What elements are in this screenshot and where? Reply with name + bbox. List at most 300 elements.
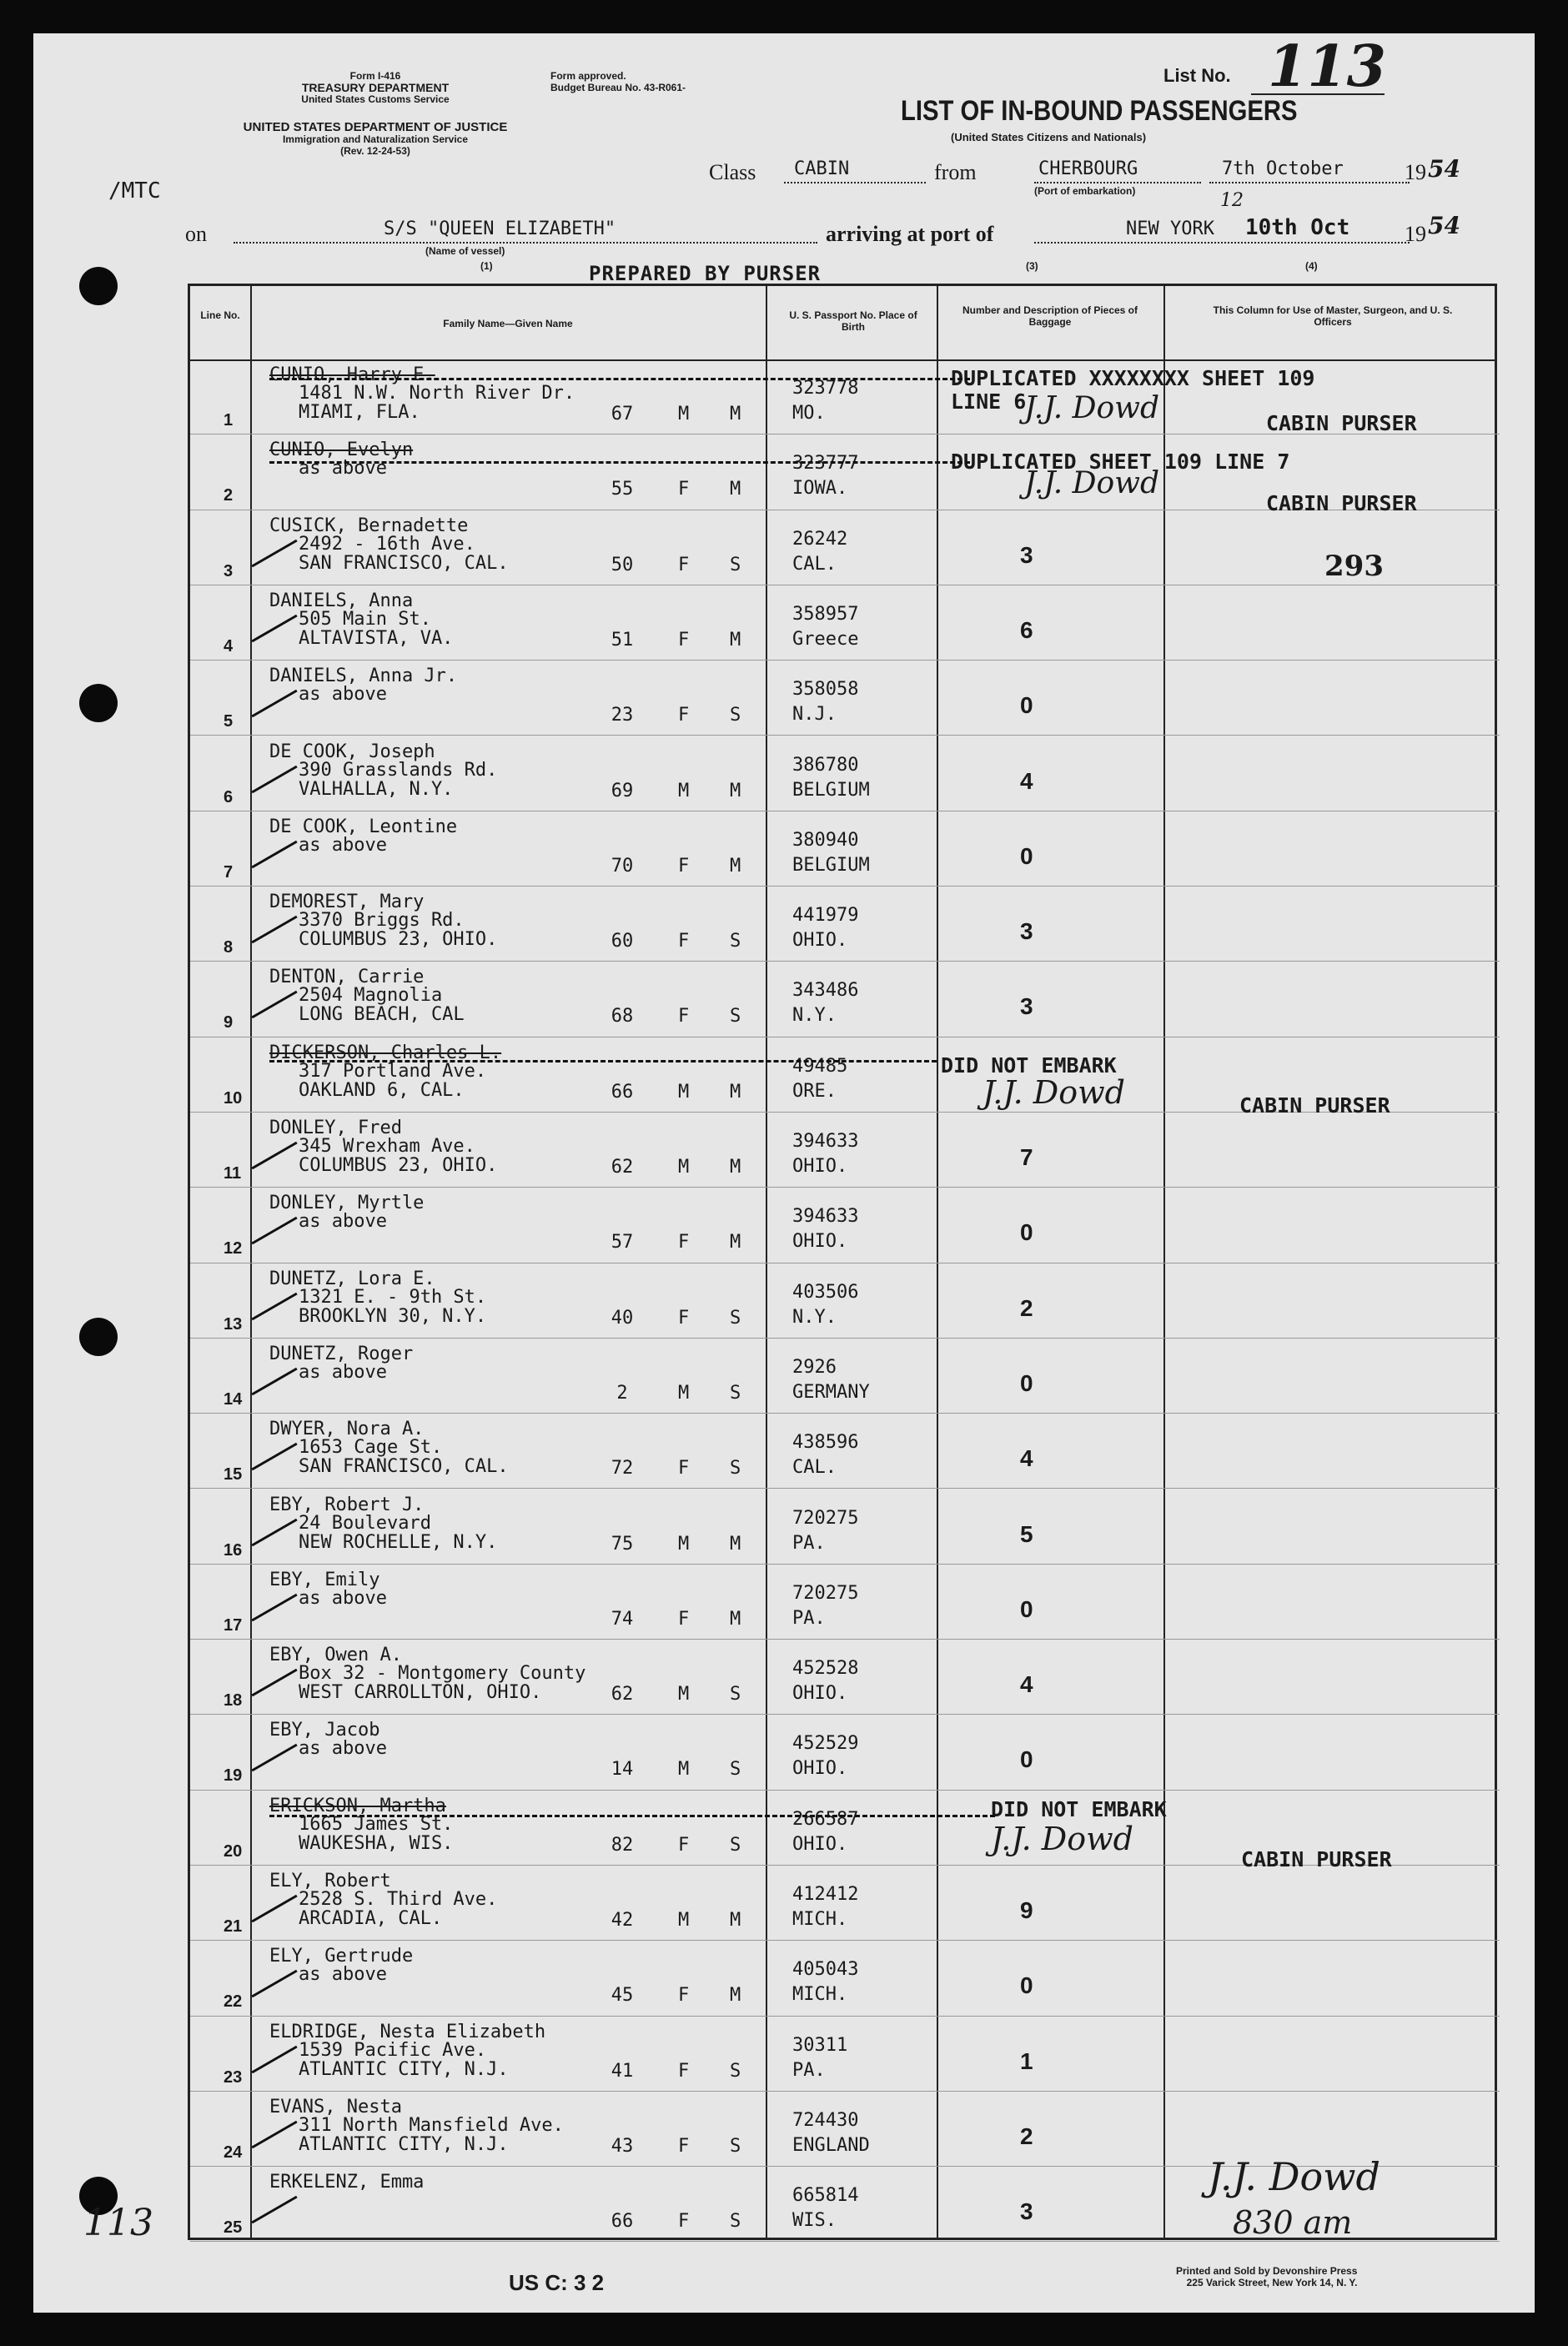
passenger-city: LONG BEACH, CAL — [299, 1004, 465, 1026]
did-not-embark-2-purser: CABIN PURSER — [1241, 1847, 1392, 1871]
passenger-sex: M — [678, 404, 690, 424]
passenger-sex: F — [678, 1458, 690, 1479]
passenger-age: 62 — [611, 1684, 634, 1705]
passenger-sex: F — [678, 1006, 690, 1027]
table-row — [190, 1113, 1500, 1188]
passenger-marital: M — [730, 780, 741, 801]
passenger-age: 62 — [611, 1157, 634, 1178]
from-label: from — [934, 160, 977, 184]
passenger-sex: F — [678, 479, 690, 500]
passenger-sex: F — [678, 2135, 690, 2157]
passenger-age: 43 — [611, 2135, 634, 2157]
line-number: 22 — [224, 1992, 243, 2012]
check-mark — [251, 615, 297, 643]
passenger-city: SAN FRANCISCO, CAL. — [299, 552, 509, 574]
check-mark — [251, 539, 297, 567]
table-row — [190, 962, 1500, 1037]
passport-number: 323777 — [792, 453, 859, 475]
check-mark — [251, 1970, 297, 1998]
did-not-embark-1: DID NOT EMBARK — [941, 1053, 1117, 1078]
passenger-sex: F — [678, 705, 690, 726]
check-mark — [251, 1443, 297, 1471]
passenger-city: COLUMBUS 23, OHIO. — [299, 929, 498, 951]
baggage-count: 0 — [1020, 1219, 1033, 1246]
printer-name: Printed and Sold by Devonshire Press — [1176, 2265, 1358, 2277]
inspection-time: 830 am — [1233, 2204, 1353, 2241]
birthplace: BELGIUM — [792, 854, 870, 876]
passenger-name: CUNIO, Harry E. — [269, 364, 435, 385]
justice-line: UNITED STATES DEPARTMENT OF JUSTICE — [243, 120, 508, 134]
passenger-age: 70 — [611, 855, 634, 877]
passenger-marital: S — [730, 1307, 741, 1329]
baggage-count: 1 — [1020, 2047, 1033, 2074]
line-number: 18 — [224, 1691, 243, 1711]
passenger-address: 2492 - 16th Ave. — [299, 533, 475, 555]
check-mark — [251, 1744, 297, 1772]
passport-number: 2926 — [792, 1356, 837, 1378]
passenger-city: NEW ROCHELLE, N.Y. — [299, 1531, 498, 1553]
duplicated-note-1-line: LINE 6 — [951, 389, 1027, 414]
passenger-address: as above — [299, 1964, 387, 1986]
check-mark — [251, 1142, 297, 1170]
form-number: Form I-416 — [349, 70, 401, 82]
embark-year: 54 — [1428, 155, 1460, 183]
baggage-count: 0 — [1020, 692, 1033, 719]
baggage-count: 5 — [1020, 1520, 1033, 1547]
passenger-sex: F — [678, 629, 690, 651]
passport-number: 441979 — [792, 905, 859, 927]
passenger-age: 75 — [611, 1533, 634, 1555]
baggage-count: 4 — [1020, 767, 1033, 794]
passenger-sex: F — [678, 1232, 690, 1253]
col-head-baggage: Number and Description of Pieces of Baggage — [962, 304, 1138, 328]
arrival-port: NEW YORK — [1126, 219, 1214, 239]
passenger-city: COLUMBUS 23, OHIO. — [299, 1155, 498, 1176]
passenger-sex: M — [678, 780, 690, 801]
line-number: 15 — [224, 1465, 243, 1484]
list-number: 113 — [1268, 33, 1386, 100]
passenger-address: as above — [299, 458, 387, 480]
line-number: 7 — [224, 862, 234, 882]
passenger-marital: M — [730, 479, 741, 500]
vessel-rule — [234, 242, 817, 244]
passenger-sex: M — [678, 1759, 690, 1781]
passport-number: 394633 — [792, 1131, 859, 1152]
passenger-name: DE COOK, Joseph — [269, 741, 435, 762]
col-head-passport: U. S. Passport No. Place of Birth — [789, 309, 917, 333]
vessel-caption: (Name of vessel) — [425, 245, 505, 257]
passenger-marital: M — [730, 1157, 741, 1178]
purser-signature: J.J. Dowd — [991, 1821, 1133, 1857]
duplicated-note-2: DUPLICATED SHEET 109 LINE 7 — [951, 450, 1290, 474]
port-embark-caption: (Port of embarkation) — [1034, 185, 1136, 197]
passport-number: 358957 — [792, 603, 859, 625]
arrival-year: 54 — [1428, 212, 1460, 239]
baggage-count: 3 — [1020, 2198, 1033, 2225]
binder-hole — [79, 684, 118, 722]
line-number: 13 — [224, 1314, 243, 1334]
birthplace: MICH. — [792, 1909, 848, 1930]
passenger-marital: M — [730, 1232, 741, 1253]
line-number: 4 — [224, 636, 234, 656]
passenger-address: 311 North Mansfield Ave. — [299, 2114, 564, 2136]
passenger-marital: M — [730, 1910, 741, 1931]
passenger-address: 345 Wrexham Ave. — [299, 1136, 475, 1157]
passenger-address: as above — [299, 684, 387, 706]
line-number: 6 — [224, 787, 234, 806]
passenger-age: 55 — [611, 479, 634, 500]
passenger-name: DWYER, Nora A. — [269, 1419, 425, 1440]
passport-number: 49485 — [792, 1055, 848, 1077]
passport-number: 386780 — [792, 754, 859, 776]
table-row — [190, 661, 1500, 736]
passenger-sex: F — [678, 1834, 690, 1856]
passenger-name: ELDRIDGE, Nesta Elizabeth — [269, 2021, 546, 2042]
baggage-count: 4 — [1020, 1671, 1033, 1698]
passenger-marital: S — [730, 1382, 741, 1404]
passport-number: 720275 — [792, 1507, 859, 1529]
passenger-address: as above — [299, 1738, 387, 1760]
table-row — [190, 1339, 1500, 1414]
line-number: 17 — [224, 1615, 243, 1635]
passenger-name: DICKERSON, Charles L. — [269, 1042, 502, 1063]
birthplace: GERMANY — [792, 1381, 870, 1403]
line-number: 25 — [224, 2218, 243, 2238]
embark-date: 7th October — [1222, 158, 1344, 179]
baggage-count: 0 — [1020, 1595, 1033, 1622]
margin-note: /MTC — [108, 178, 161, 203]
birthplace: OHIO. — [792, 1758, 848, 1780]
passenger-age: 50 — [611, 554, 634, 575]
baggage-count: 6 — [1020, 616, 1033, 643]
passenger-city: WAUKESHA, WIS. — [299, 1832, 454, 1854]
passport-number: 412412 — [792, 1884, 859, 1905]
passport-number: 665814 — [792, 2185, 859, 2207]
passenger-address: Box 32 - Montgomery County — [299, 1663, 586, 1685]
table-row — [190, 1640, 1500, 1715]
passenger-sex: F — [678, 1608, 690, 1630]
birthplace: OHIO. — [792, 1683, 848, 1705]
passenger-address: 1481 N.W. North River Dr. — [299, 383, 575, 404]
passenger-name: DONLEY, Fred — [269, 1118, 402, 1138]
passport-number: 724430 — [792, 2109, 859, 2131]
passenger-age: 67 — [611, 404, 634, 424]
arrival-rule — [1034, 242, 1410, 244]
document-subtitle: (United States Citizens and Nationals) — [951, 131, 1147, 143]
passenger-marital: M — [730, 1081, 741, 1103]
birthplace: ORE. — [792, 1080, 837, 1102]
line-number: 10 — [224, 1088, 243, 1108]
table-row — [190, 1188, 1500, 1263]
treasury-line: TREASURY DEPARTMENT — [301, 81, 450, 94]
passenger-sex: F — [678, 1307, 690, 1329]
passport-number: 380940 — [792, 829, 859, 851]
purser-signature: J.J. Dowd — [1024, 391, 1159, 425]
inspector-initials: J.J. Dowd — [1208, 2154, 1380, 2199]
birthplace: Greece — [792, 628, 859, 650]
birthplace: OHIO. — [792, 1231, 848, 1253]
baggage-count: 2 — [1020, 2122, 1033, 2149]
line-number: 24 — [224, 2143, 243, 2162]
passenger-name: DE COOK, Leontine — [269, 816, 458, 837]
passenger-city: OAKLAND 6, CAL. — [299, 1079, 465, 1101]
passenger-age: 82 — [611, 1834, 634, 1856]
passenger-age: 23 — [611, 705, 634, 726]
check-mark — [251, 1593, 297, 1621]
passenger-city: MIAMI, FLA. — [299, 402, 420, 423]
table-row — [190, 1565, 1500, 1640]
approval-block — [550, 70, 686, 93]
passenger-sex: M — [678, 1684, 690, 1705]
baggage-count: 3 — [1020, 993, 1033, 1020]
table-row — [190, 1715, 1500, 1790]
line-number: 3 — [224, 561, 234, 580]
passenger-age: 57 — [611, 1232, 634, 1253]
check-mark — [251, 1368, 297, 1396]
passenger-marital: M — [730, 404, 741, 424]
passport-number: 266587 — [792, 1808, 859, 1830]
passport-number: 394633 — [792, 1206, 859, 1228]
passenger-address: 24 Boulevard — [299, 1512, 431, 1534]
check-mark — [251, 1217, 297, 1245]
baggage-count: 4 — [1020, 1445, 1033, 1472]
passenger-name: DUNETZ, Lora E. — [269, 1268, 435, 1289]
passenger-sex: M — [678, 1382, 690, 1404]
check-mark — [251, 765, 297, 793]
passenger-sex: F — [678, 2060, 690, 2082]
line-number: 21 — [224, 1917, 243, 1936]
justice-block — [183, 122, 567, 157]
line-number: 12 — [224, 1239, 243, 1258]
list-no-label: List No. — [1163, 65, 1231, 86]
passenger-name: EBY, Robert J. — [269, 1494, 425, 1515]
passport-number: 26242 — [792, 528, 848, 550]
from-rule — [1034, 182, 1201, 183]
check-mark — [251, 991, 297, 1019]
passenger-marital: S — [730, 2211, 741, 2233]
passport-number: 30311 — [792, 2034, 848, 2056]
passenger-age: 68 — [611, 1006, 634, 1027]
birthplace: MICH. — [792, 1984, 848, 2006]
arriving-label: arriving at port of — [826, 222, 994, 246]
printer-block — [1176, 2265, 1357, 2288]
passenger-age: 40 — [611, 1307, 634, 1329]
birthplace: PA. — [792, 1532, 826, 1554]
form-approved: Form approved. — [550, 70, 626, 82]
check-mark — [251, 1895, 297, 1923]
passenger-address: as above — [299, 834, 387, 856]
check-mark — [251, 1518, 297, 1546]
passenger-address: 390 Grasslands Rd. — [299, 759, 498, 781]
passenger-address: 1321 E. - 9th St. — [299, 1286, 487, 1308]
birthplace: OHIO. — [792, 1156, 848, 1177]
passenger-sex: F — [678, 554, 690, 575]
passenger-address: as above — [299, 1361, 387, 1383]
passport-number: 452528 — [792, 1658, 859, 1680]
passenger-address: 1539 Pacific Ave. — [299, 2039, 487, 2061]
passenger-address: 3370 Briggs Rd. — [299, 910, 465, 932]
passenger-age: 14 — [611, 1759, 634, 1781]
passenger-name: EBY, Jacob — [269, 1720, 380, 1741]
baggage-count: 3 — [1020, 918, 1033, 945]
passenger-sex: F — [678, 1985, 690, 2007]
budget-bureau: Budget Bureau No. 43-R061- — [550, 82, 686, 93]
bottom-stamp: US C: 3 2 — [509, 2270, 605, 2295]
passenger-age: 51 — [611, 629, 634, 651]
duplicated-note-2-purser: CABIN PURSER — [1266, 491, 1417, 515]
baggage-count: 0 — [1020, 842, 1033, 869]
check-mark — [251, 2196, 297, 2224]
passport-number: 343486 — [792, 980, 859, 1002]
baggage-count: 2 — [1020, 1294, 1033, 1321]
binder-hole — [79, 1318, 118, 1356]
embark-date-rule — [1209, 182, 1410, 183]
line-number: 14 — [224, 1389, 243, 1409]
check-mark — [251, 690, 297, 718]
passport-number: 403506 — [792, 1281, 859, 1303]
passenger-marital: S — [730, 705, 741, 726]
table-row — [190, 2017, 1500, 2092]
passenger-sex: M — [678, 1081, 690, 1103]
passenger-address: as above — [299, 1587, 387, 1609]
line-number: 11 — [224, 1164, 242, 1183]
passenger-city: ALTAVISTA, VA. — [299, 627, 454, 649]
check-mark — [251, 840, 297, 868]
passenger-age: 66 — [611, 1081, 634, 1103]
customs-line: United States Customs Service — [301, 93, 450, 105]
line-number: 9 — [224, 1013, 234, 1032]
passenger-name: CUSICK, Bernadette — [269, 515, 469, 536]
passenger-name: ERICKSON, Martha — [269, 1795, 446, 1816]
col-head-name: Family Name—Given Name — [443, 318, 573, 329]
passenger-name: DUNETZ, Roger — [269, 1343, 414, 1364]
passenger-age: 2 — [616, 1382, 628, 1404]
passenger-marital: S — [730, 1006, 741, 1027]
passport-number: 720275 — [792, 1582, 859, 1604]
passenger-marital: S — [730, 2135, 741, 2157]
vessel-name: S/S "QUEEN ELIZABETH" — [384, 219, 616, 239]
passenger-city: WEST CARROLLTON, OHIO. — [299, 1682, 542, 1704]
birthplace: N.Y. — [792, 1306, 837, 1328]
passenger-marital: M — [730, 1608, 741, 1630]
passenger-city: ATLANTIC CITY, N.J. — [299, 2058, 509, 2080]
passport-number: 323778 — [792, 378, 859, 399]
passenger-city: ARCADIA, CAL. — [299, 1908, 443, 1929]
line-number: 5 — [224, 712, 234, 731]
passenger-age: 41 — [611, 2060, 634, 2082]
passenger-marital: M — [730, 629, 741, 651]
passenger-sex: F — [678, 931, 690, 952]
check-mark — [251, 1669, 297, 1697]
birthplace: PA. — [792, 2059, 826, 2081]
line-number: 1 — [224, 411, 234, 430]
birthplace: OHIO. — [792, 930, 848, 952]
did-not-embark-2: DID NOT EMBARK — [991, 1797, 1167, 1821]
purser-signature: J.J. Dowd — [983, 1074, 1125, 1111]
from-value: CHERBOURG — [1038, 158, 1138, 179]
passenger-name: DENTON, Carrie — [269, 967, 425, 988]
birthplace: WIS. — [792, 2210, 837, 2232]
form-agency-block — [250, 70, 500, 105]
on-label: on — [185, 222, 207, 246]
passenger-address: 317 Portland Ave. — [299, 1060, 487, 1082]
col-head-line: Line No. — [200, 309, 240, 321]
passenger-age: 69 — [611, 780, 634, 801]
duplicated-note-1-purser: CABIN PURSER — [1266, 411, 1417, 435]
line-number: 8 — [224, 938, 234, 957]
check-mark — [251, 1292, 297, 1320]
arrival-year-prefix: 19 — [1405, 222, 1426, 246]
birthplace: IOWA. — [792, 478, 848, 500]
passenger-address: 2504 Magnolia — [299, 985, 443, 1007]
birthplace: PA. — [792, 1607, 826, 1629]
birthplace: N.J. — [792, 704, 837, 726]
passenger-marital: S — [730, 1759, 741, 1781]
passenger-age: 60 — [611, 931, 634, 952]
passenger-marital: S — [730, 2060, 741, 2082]
col-head-officers: This Column for Use of Master, Surgeon, and U. S. Officers — [1213, 304, 1453, 328]
class-value: CABIN — [794, 158, 850, 179]
passenger-age: 66 — [611, 2211, 634, 2233]
birthplace: ENGLAND — [792, 2134, 870, 2156]
line-number: 19 — [224, 1766, 243, 1786]
revision-line: (Rev. 12-24-53) — [340, 145, 410, 157]
count-stamp: 293 — [1324, 550, 1384, 583]
table-row — [190, 887, 1500, 962]
class-rule — [784, 182, 926, 183]
arrival-date: 10th Oct — [1245, 215, 1350, 240]
passenger-name: EBY, Owen A. — [269, 1645, 402, 1666]
baggage-count: 7 — [1020, 1144, 1033, 1170]
passenger-name: DANIELS, Anna — [269, 590, 414, 611]
baggage-count: 0 — [1020, 1369, 1033, 1396]
passenger-sex: M — [678, 1533, 690, 1555]
passenger-address: 1653 Cage St. — [299, 1437, 443, 1459]
check-mark — [251, 2045, 297, 2073]
baggage-count: 0 — [1020, 1972, 1033, 1999]
line-number: 2 — [224, 486, 234, 505]
baggage-count: 0 — [1020, 1746, 1033, 1773]
prepared-by: PREPARED BY PURSER — [589, 262, 822, 285]
passenger-name: ELY, Robert — [269, 1871, 391, 1891]
line-number: 16 — [224, 1540, 243, 1560]
passenger-address: as above — [299, 1211, 387, 1233]
baggage-count: 3 — [1020, 541, 1033, 568]
passenger-address: 2528 S. Third Ave. — [299, 1889, 498, 1910]
passenger-age: 45 — [611, 1985, 634, 2007]
passenger-sex: M — [678, 1157, 690, 1178]
passenger-city: BROOKLYN 30, N.Y. — [299, 1305, 487, 1327]
table-row — [190, 1866, 1500, 1941]
passenger-address: 1665 James St. — [299, 1813, 454, 1835]
strike-line — [269, 461, 970, 464]
passport-number: 438596 — [792, 1432, 859, 1454]
passenger-sex: F — [678, 855, 690, 877]
did-not-embark-1-purser: CABIN PURSER — [1239, 1093, 1390, 1118]
passport-number: 452529 — [792, 1733, 859, 1755]
passenger-city: VALHALLA, N.Y. — [299, 778, 454, 800]
passenger-table — [188, 284, 1497, 2240]
table-row — [190, 1941, 1500, 2016]
corner-mark: 113 — [83, 2202, 153, 2244]
passenger-sex: F — [678, 2211, 690, 2233]
table-row — [190, 1414, 1500, 1489]
passenger-marital: M — [730, 1985, 741, 2007]
passenger-age: 74 — [611, 1608, 634, 1630]
passenger-name: EVANS, Nesta — [269, 2096, 402, 2117]
passenger-marital: M — [730, 1533, 741, 1555]
passenger-address: 505 Main St. — [299, 608, 431, 630]
